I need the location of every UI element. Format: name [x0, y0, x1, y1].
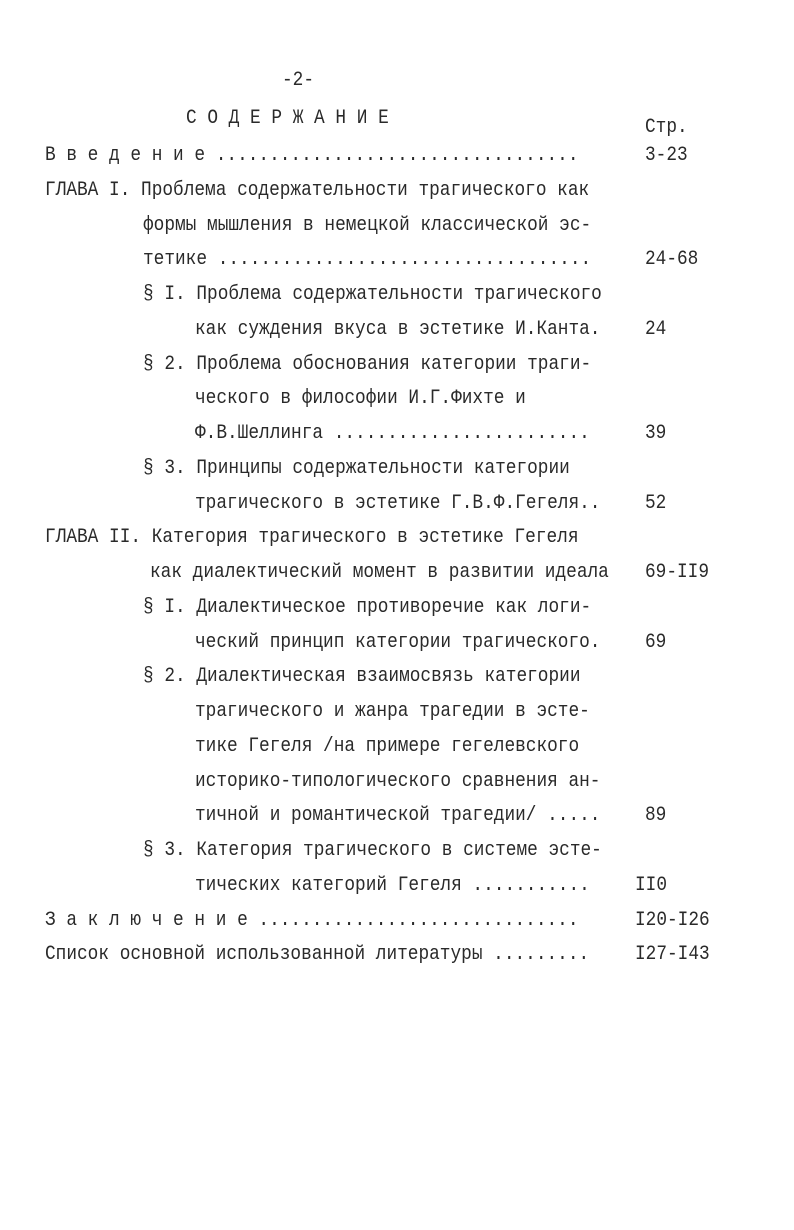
toc-title: С О Д Е Р Ж А Н И Е [186, 107, 389, 130]
toc-entry-text: как суждения вкуса в эстетике И.Канта. [195, 317, 601, 341]
toc-entry-text: § 2. Проблема обоснования категории траги- [143, 352, 592, 376]
toc-entry-text: Список основной использованной литературы ......... [45, 943, 590, 966]
toc-entry-text: как диалектический момент в развитии идеала [150, 561, 609, 584]
toc-entry-text: формы мышления в немецкой классической эс- [143, 213, 592, 237]
toc-entry-text: § I. Диалектическое противоречие как логи- [143, 595, 592, 619]
toc-entry-page: 24 [645, 317, 667, 341]
toc-entry-text: трагического и жанра трагедии в эсте- [195, 700, 590, 723]
toc-entry-text: § 2. Диалектическая взаимосвязь категории [143, 665, 581, 688]
toc-entry-text: В в е д е н и е .................................. [45, 144, 579, 167]
page-number: -2- [282, 69, 315, 92]
toc-entry-page: 24-68 [645, 248, 699, 271]
toc-entry-text: ГЛАВА II. Категория трагического в эстетике Гегеля [45, 526, 579, 549]
toc-entry-page: II0 [635, 873, 668, 897]
toc-entry-text: ческого в философии И.Г.Фихте и [195, 387, 526, 410]
toc-entry-page: 89 [645, 804, 667, 827]
toc-entry-text: ческий принцип категории трагического. [195, 630, 601, 654]
toc-entry-text: тетике ................................... [143, 248, 592, 271]
toc-entry-page: 52 [645, 491, 667, 515]
toc-entry-text: § 3. Принципы содержательности категории [143, 456, 570, 480]
page-column-header: Стр. [645, 116, 688, 139]
toc-entry-text: трагического в эстетике Г.В.Ф.Гегеля.. [195, 491, 601, 515]
toc-entry-text: тических категорий Гегеля ........... [195, 873, 590, 897]
toc-entry-text: § I. Проблема содержательности трагического [143, 283, 602, 306]
toc-entry-text: З а к л ю ч е н и е .............................. [45, 908, 579, 932]
toc-entry-text: историко-типологического сравнения ан- [195, 769, 601, 793]
toc-entry-text: ГЛАВА I. Проблема содержательности трагического как [45, 178, 590, 202]
toc-entry-page: 3-23 [645, 144, 688, 167]
toc-entry-text: тике Гегеля /на примере гегелевского [195, 734, 580, 758]
toc-entry-text: § 3. Категория трагического в системе эсте- [143, 839, 602, 862]
toc-entry-page: I27-I43 [635, 943, 710, 966]
toc-entry-text: тичной и романтической трагедии/ ..... [195, 804, 601, 827]
toc-entry-page: 69 [645, 630, 667, 654]
toc-entry-page: I20-I26 [635, 908, 710, 932]
toc-entry-page: 39 [645, 422, 667, 445]
toc-entry-text: Ф.В.Шеллинга ........................ [195, 422, 590, 445]
toc-entry-page: 69-II9 [645, 561, 710, 584]
